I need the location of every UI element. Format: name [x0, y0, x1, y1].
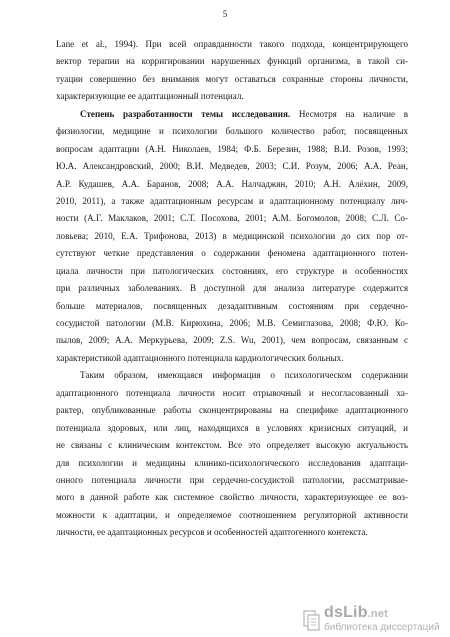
watermark-subtitle: библиотека диссертаций — [324, 622, 440, 633]
document-body — [56, 36, 408, 542]
text-line: рактер, опубликованные работы сконцентрированы на специфике адаптационного — [56, 405, 408, 416]
text-fragment: Несмотря на наличие в — [290, 108, 408, 119]
text-line: для психологии и медицины клинико-психологического исследования адаптаци- — [56, 457, 408, 468]
text-line: туации совершенно без внимания могут оставаться сохранные стороны личности, — [56, 73, 408, 84]
text-line: характеристикой адаптационного потенциала кардиологических больных. — [56, 352, 344, 363]
watermark-logo — [324, 604, 388, 622]
text-line: Lane et al., 1994). При всей оправданности такого подхода, концентрирующего — [56, 39, 408, 49]
document-stack-icon — [303, 608, 321, 632]
text-line: при различных заболеваниях. В доступной для анализа литературе содержится — [56, 283, 408, 294]
watermark-logo-main: dsLib — [324, 604, 368, 621]
text-line: онного потенциала личности при сердечно-сосудистой патологии, рассматривае- — [56, 474, 408, 485]
text-line — [56, 106, 408, 123]
text-line: вектор терапии на корригировании нарушенных функций организма, в такой си- — [56, 56, 408, 67]
text-line: Ю.А. Александровский, 2000; В.И. Медведев, 2003; С.И. Розум, 2006; А.А. Реан, — [56, 161, 408, 172]
text-line: сосудистой патологии (М.В. Кирюхина, 2006; М.В. Семиглазова, 2008; Ф.Ю. Ко- — [56, 318, 408, 328]
text-line: адаптационного потенциала личности носит отрывочный и несогласованный ха- — [56, 387, 408, 398]
paragraph-2 — [56, 106, 408, 368]
paragraph-1 — [56, 36, 408, 106]
paragraph-3 — [56, 367, 408, 541]
text-line: вопросам адаптации (А.Н. Николаев, 1984; Ф.Б. Березин, 1988; В.И. Розов, 1993; — [56, 143, 408, 154]
text-line: А.Р. Кудашев, А.А. Баранов, 2008; А.А. Налчаджян, 2010; А.Н. Алёхин, 2009, — [56, 178, 408, 189]
watermark-logo-suffix: .net — [367, 608, 389, 620]
page-number: 5 — [222, 9, 228, 19]
text-line: потенциала здоровых, или лиц, находящихся в условиях кризисных ситуаций, и — [56, 422, 408, 433]
text-line: личности, ее адаптационных ресурсов и особенностей адаптогенного контекста. — [56, 527, 368, 538]
text-line: мого в данной работе как системное свойство личности, характеризующее ее воз- — [56, 492, 408, 503]
text-line: циала личности при патологических состояниях, его структуре и особенностях — [56, 265, 408, 276]
text-line: пылов, 2009; А.А. Меркурьева, 2009; Z.S. Wu, 2001), чем вопросам, связанным с — [56, 335, 408, 346]
text-line: ности (А.Г. Маклаков, 2001; С.Т. Посохова, 2001; А.М. Богомолов, 2008; С.Л. Со- — [56, 213, 408, 224]
text-line: характеризующие ее адаптационный потенциал. — [56, 91, 244, 102]
text-line: можности к адаптации, и определяемое соотношением регуляторной активности — [56, 509, 408, 520]
text-line: не связаны с клиническим контекстом. Все это определяет высокую актуальность — [56, 440, 408, 451]
text-line: 2010, 2011), а также адаптационным ресурсам и адаптационному потенциалу лич- — [56, 195, 408, 206]
text-line: сутствуют четкие представления о содержании феномена адаптационного потен- — [56, 248, 408, 259]
text-line: Таким образом, имеющаяся информация о психологическом содержании — [80, 370, 408, 381]
dslib-watermark — [300, 604, 450, 637]
section-heading: Степень разработанности темы исследования. — [80, 108, 291, 119]
text-line: ловьева; 2010, Е.А. Трифонова, 2013) в медицинской психологии до сих пор от- — [56, 230, 408, 241]
text-line: физиологии, медицине и психологии большого количество работ, посвященных — [56, 126, 408, 137]
text-line: больше материалов, посвященных дезадаптивным состояниям при сердечно- — [56, 300, 408, 311]
